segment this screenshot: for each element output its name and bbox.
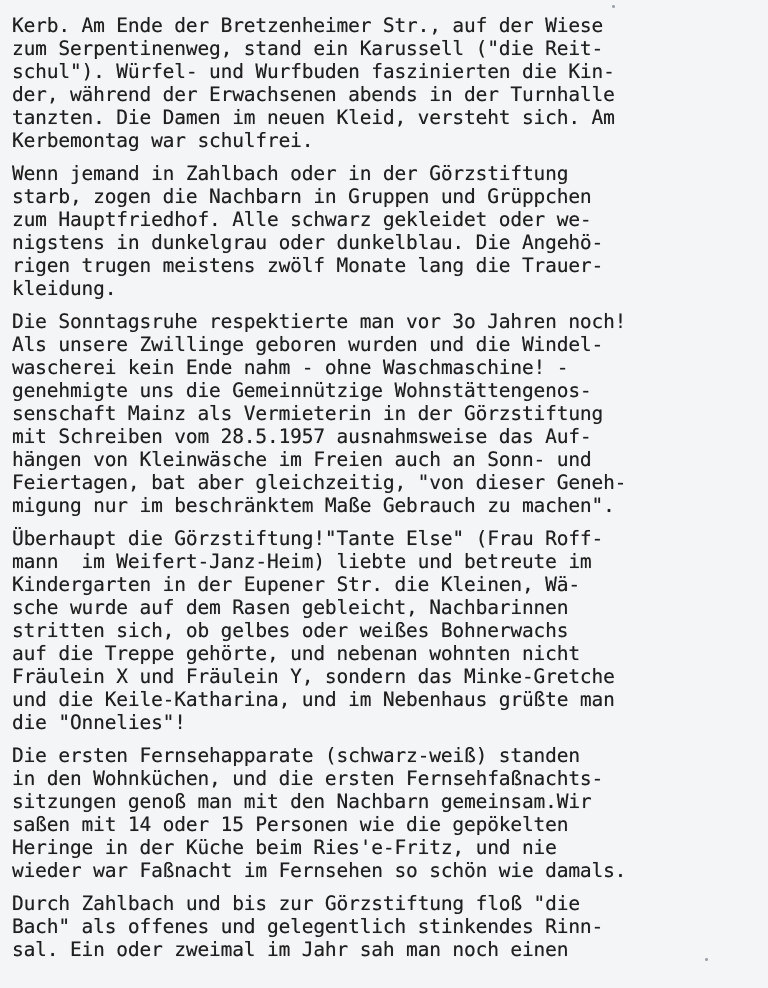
text-line: tanzten. Die Damen im neuen Kleid, versteht sich. Am (12, 106, 615, 129)
text-line: kleidung. (12, 277, 117, 300)
text-line: Die Sonntagsruhe respektierte man vor 3o Jahren noch! (12, 310, 627, 333)
text-line: mann im Weifert-Janz-Heim) liebte und betreute im (12, 550, 592, 573)
pencil-mark (705, 958, 708, 961)
text-line: schul"). Würfel- und Wurfbuden faszinierten die Kin- (12, 60, 615, 83)
text-line: Die ersten Fernsehapparate (schwarz-weiß) standen (12, 744, 580, 767)
text-line: genehmigte uns die Gemeinnützige Wohnstättengenos- (12, 379, 592, 402)
text-line: rigen trugen meistens zwölf Monate lang die Trauer- (12, 254, 604, 277)
paragraph-goerzstiftung (12, 527, 764, 734)
paragraph-sunday-rest (12, 310, 764, 517)
text-line: Heringe in der Küche beim Ries'e-Fritz, und nie (12, 836, 557, 859)
text-line: zum Serpentinenweg, stand ein Karussell ("die Reit- (12, 37, 604, 60)
text-line: und die Keile-Katharina, und im Nebenhaus grüßte man (12, 688, 615, 711)
text-line: starb, zogen die Nachbarn in Gruppen und Grüppchen (12, 185, 592, 208)
text-line: mit Schreiben vom 28.5.1957 ausnahmsweise das Auf- (12, 425, 592, 448)
text-line: sal. Ein oder zweimal im Jahr sah man noch einen (12, 938, 569, 961)
text-line: der, während der Erwachsenen abends in der Turnhalle (12, 83, 615, 106)
text-line: sitzungen genoß man mit den Nachbarn gemeinsam.Wir (12, 790, 592, 813)
text-line: die "Onnelies"! (12, 711, 186, 734)
paragraph-bach (12, 892, 764, 961)
text-line: Durch Zahlbach und bis zur Görzstiftung floß "die (12, 892, 580, 915)
text-line: zum Hauptfriedhof. Alle schwarz gekleidet oder we- (12, 208, 592, 231)
text-line: nigstens in dunkelgrau oder dunkelblau. Die Angehö- (12, 231, 604, 254)
text-line: Kerbemontag war schulfrei. (12, 129, 314, 152)
text-line: in den Wohnküchen, und die ersten Fernsehfaßnachts- (12, 767, 604, 790)
text-line: Überhaupt die Görzstiftung!"Tante Else" (Frau Roff- (12, 527, 604, 550)
text-line: hängen von Kleinwäsche im Freien auch an Sonn- und (12, 448, 592, 471)
text-line: auf die Treppe gehörte, und nebenan wohnten nicht (12, 642, 580, 665)
text-line: Als unsere Zwillinge geboren wurden und die Windel- (12, 333, 604, 356)
paragraph-television (12, 744, 764, 882)
text-line: saßen mit 14 oder 15 Personen wie die gepökelten (12, 813, 569, 836)
text-line: wieder war Faßnacht im Fernsehen so schön wie damals. (12, 859, 627, 882)
paragraph-funeral (12, 162, 764, 300)
text-line: Wenn jemand in Zahlbach oder in der Görzstiftung (12, 162, 569, 185)
text-line: migung nur im beschränktem Maße Gebrauch zu machen". (12, 494, 615, 517)
paragraph-kerb (12, 14, 764, 152)
text-line: senschaft Mainz als Vermieterin in der Görzstiftung (12, 402, 604, 425)
text-line: Kindergarten in der Eupener Str. die Kleinen, Wä- (12, 573, 580, 596)
text-line: sche wurde auf dem Rasen gebleicht, Nachbarinnen (12, 596, 569, 619)
text-line: stritten sich, ob gelbes oder weißes Bohnerwachs (12, 619, 569, 642)
text-line: wascherei kein Ende nahm - ohne Waschmaschine! - (12, 356, 569, 379)
text-line: Kerb. Am Ende der Bretzenheimer Str., auf der Wiese (12, 14, 604, 37)
text-line: Bach" als offenes und gelegentlich stinkendes Rinn- (12, 915, 604, 938)
text-line: Fräulein X und Fräulein Y, sondern das Minke-Gretche (12, 665, 615, 688)
text-line: Feiertagen, bat aber gleichzeitig, "von dieser Geneh- (12, 471, 627, 494)
pencil-mark (612, 5, 615, 8)
